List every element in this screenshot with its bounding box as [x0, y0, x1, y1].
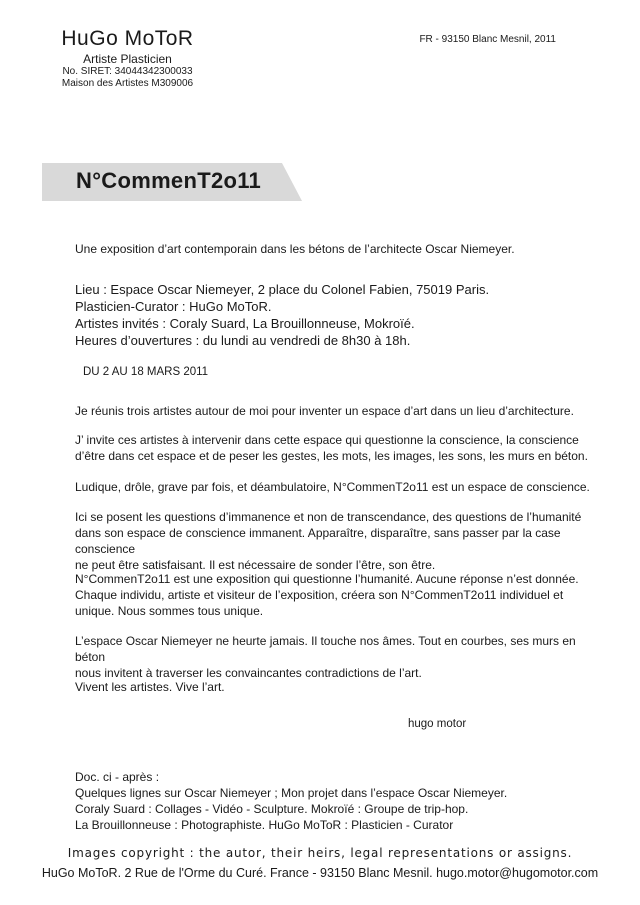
brand-name: HuGo MoToR: [61, 27, 194, 50]
location-date: FR - 93150 Blanc Mesnil, 2011: [419, 34, 556, 45]
paragraph-line: dans son espace de conscience immanent. Apparaître, disparaître, sans passer par la case conscience: [75, 526, 561, 556]
paragraph-line: unique. Nous sommes tous unique.: [75, 604, 264, 618]
paragraph: [75, 479, 595, 495]
paragraph: [75, 633, 595, 681]
paragraph-line: ne peut être satisfaisant. Il est nécessaire de sonder l’être, son être.: [75, 558, 436, 572]
detail-line: Lieu : Espace Oscar Niemeyer, 2 place du Colonel Fabien, 75019 Paris.: [75, 282, 490, 297]
paragraph-line: d’être dans cet espace et de peser les gestes, les mots, les images, les sons, les murs en béton.: [75, 449, 588, 463]
siret-number: No. SIRET: 34044342300033: [62, 66, 193, 77]
detail-line: Artistes invités : Coraly Suard, La Brouillonneuse, Mokroïé.: [75, 316, 415, 331]
maison-number: Maison des Artistes M309006: [61, 78, 194, 89]
paragraph-line: Vivent les artistes. Vive l’art.: [75, 680, 225, 694]
paragraph-line: Ici se posent les questions d’immanence et non de transcendance, des questions de l’humanité: [75, 510, 582, 524]
intro-text: Une exposition d’art contemporain dans les bétons de l’architecte Oscar Niemeyer.: [75, 242, 515, 256]
detail-line: Plasticien-Curator : HuGo MoToR.: [75, 299, 272, 314]
paragraph: [75, 679, 595, 695]
doc-line: Coraly Suard : Collages - Vidéo - Sculpture. Mokroïé : Groupe de trip-hop.: [75, 802, 469, 816]
paragraph-line: nous invitent à traverser les convaincantes contradictions de l’art.: [75, 666, 422, 680]
paragraph-line: Je réunis trois artistes autour de moi pour inventer un espace d’art dans un lieu d’architecture.: [75, 404, 574, 418]
paragraph-line: N°CommenT2o11 est une exposition qui questionne l’humanité. Aucune réponse n’est donnée.: [75, 572, 579, 586]
paragraph-line: J’ invite ces artistes à intervenir dans cette espace qui questionne la conscience, la conscience: [75, 433, 579, 447]
letterhead: [0, 26, 255, 90]
detail-line: Heures d’ouvertures : du lundi au vendredi de 8h30 à 18h.: [75, 333, 411, 348]
footer-address: HuGo MoToR. 2 Rue de l'Orme du Curé. France - 93150 Blanc Mesnil. hugo.motor@hugomotor.com: [41, 866, 599, 880]
paragraph-line: Chaque individu, artiste et visiteur de l’exposition, créera son N°CommenT2o11 individuel et: [75, 588, 564, 602]
signature: hugo motor: [408, 718, 467, 730]
doc-line: La Brouillonneuse : Photographiste. HuGo MoToR : Plasticien - Curator: [75, 818, 454, 832]
paragraph-line: Ludique, drôle, grave par fois, et déambulatoire, N°CommenT2o11 est un espace de conscience.: [75, 480, 590, 494]
copyright-notice: Images copyright : the autor, their heirs, legal representations or assigns.: [67, 846, 573, 860]
paragraph: [75, 403, 595, 419]
doc-line: Doc. ci - après :: [75, 770, 160, 784]
brand-role: Artiste Plasticien: [83, 52, 172, 66]
document-title: N°CommenT2o11: [76, 168, 262, 193]
documents-list: [75, 769, 595, 833]
paragraph: [75, 509, 595, 573]
details-block: [75, 281, 489, 349]
doc-line: Quelques lignes sur Oscar Niemeyer ; Mon projet dans l’espace Oscar Niemeyer.: [75, 786, 508, 800]
paragraph: [75, 432, 595, 464]
exhibition-dates: DU 2 AU 18 MARS 2011: [83, 366, 209, 378]
paragraph: [75, 571, 595, 619]
paragraph-line: L’espace Oscar Niemeyer ne heurte jamais. Il touche nos âmes. Tout en courbes, ses murs en béton: [75, 634, 576, 664]
